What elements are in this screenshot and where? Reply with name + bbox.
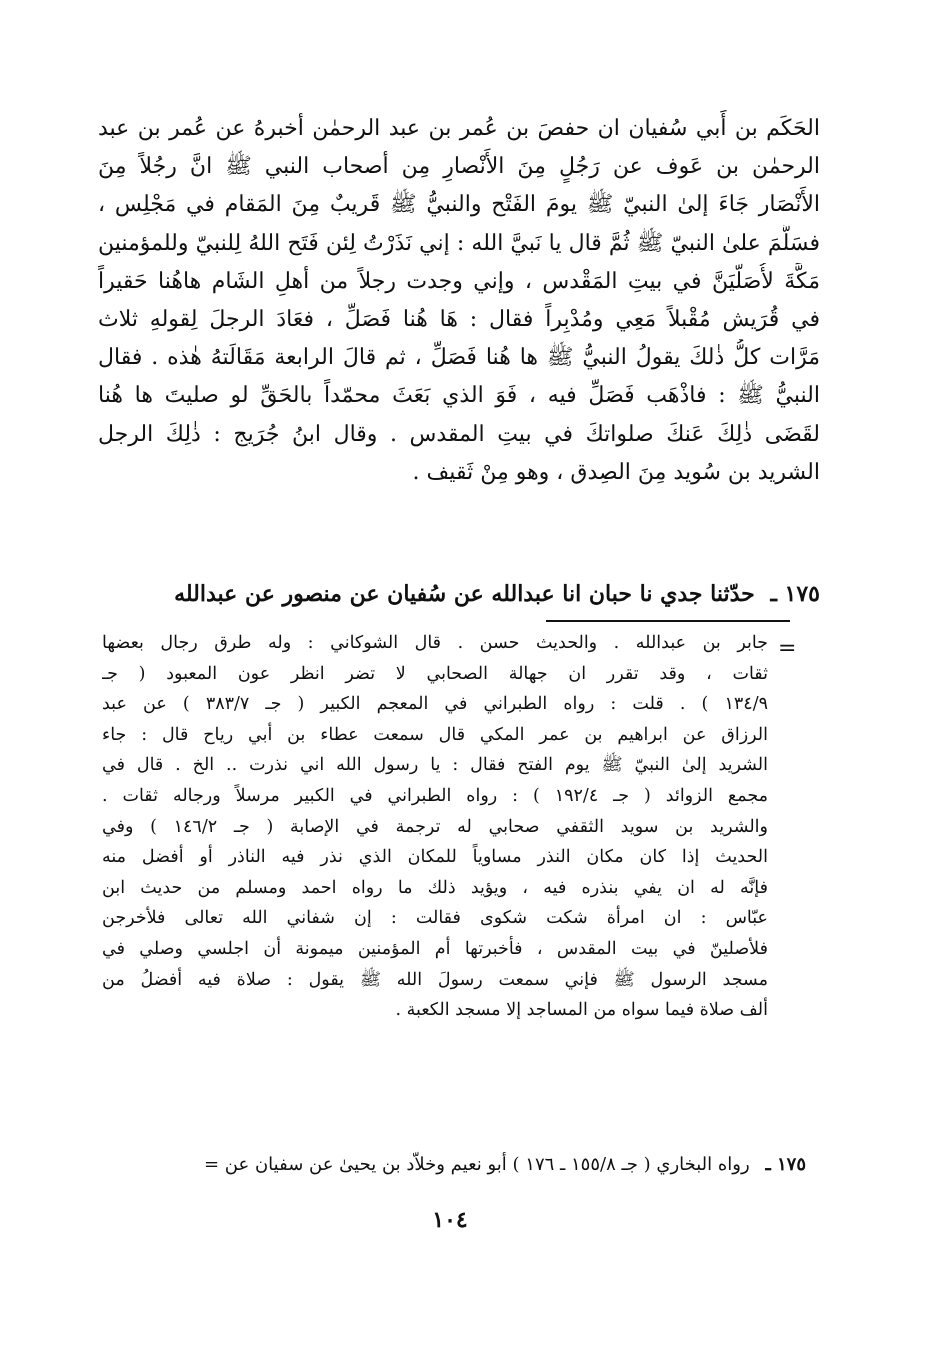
footnote-number: ١٧٥ ـ <box>765 1154 806 1175</box>
main-text-line: مَرَّات كلُّ ذٰلكَ يقولُ النبيُّ ﷺ ها هُنا فَصَلِّ ، ثم قالَ الرابعة مَقَالَتهُ هٰذه . فقال <box>98 345 820 371</box>
main-text-line: الشريد بن سُويد مِنَ الصِدق ، وهو مِنْ ثَقيف . <box>412 459 820 485</box>
footnote-continuation-marker: = <box>778 636 797 661</box>
footnote-line: عبّاس : ان امرأة شكت شكوى فقالت : إن شفاني الله تعالى فلأخرجن <box>102 908 768 929</box>
footnote-line: جابر بن عبدالله . والحديث حسن . قال الشوكاني : وله طرق رجال بعضها <box>102 633 768 653</box>
main-text-line: فسَلَّمَ علىٰ النبيّ ﷺ ثُمَّ قال يا نَبيَّ الله : إني نَذَرْتُ لِئن فَتَح اللهُ لِلنبيّ وللمؤمنين <box>98 230 820 256</box>
page-number: ١٠٤ <box>432 1207 468 1233</box>
footnotes-block <box>102 628 768 1026</box>
footnote-line: فإنَّه له ان يفي بنذره فيه ، ويؤيد ذلك ما رواه احمد ومسلم من حديث ابن <box>102 877 768 898</box>
main-text-line: الرحمٰن بن عَوف عن رَجُلٍ مِنَ الأَنْصارِ مِن أصحاب النبي ﷺ انَّ رجُلاً مِنَ <box>98 154 820 180</box>
main-text-line: مَكَّةَ لأُصَلّيَنَّ في بيتِ المَقْدس ، وإني وجدت رجلاً من أهلِ الشَام هاهُنا حَقيراً <box>98 268 820 294</box>
footnote-line: ألف صلاة فيما سواه من المساجد إلا مسجد الكعبة . <box>395 1000 768 1021</box>
footnote-line: الحديث إذا كان مكان النذر مساوياً للمكان الذي نذر فيه الناذر أو أفضل منه <box>102 847 768 868</box>
footnote-line: مسجد الرسول ﷺ فإني سمعت رسولَ الله ﷺ يقول : صلاة فيه أفضلُ من <box>102 969 768 990</box>
footnote-line: ثقات ، وقد تقرر ان جهالة الصحابي لا تضر انظر عون المعبود ( جـ <box>102 663 768 684</box>
main-text-line: النبيُّ ﷺ : فاذْهَب فَصَلِّ فيه ، فَوَ الذي بَعَثَ محمّداً بالحَقِّ لو صليتَ ها هُنا <box>98 383 820 409</box>
footnote-175-text: رواه البخاري ( جـ ١٥٥/٨ ـ ١٧٦ ) أبو نعيم وخلاّد بن يحيىٰ عن سفيان عن = <box>203 1154 750 1175</box>
main-text-block <box>98 110 820 492</box>
hadith-number: ١٧٥ ـ <box>770 581 820 607</box>
hadith-chain-text: حدّثنا جدي نا حبان انا عبدالله عن سُفيان عن منصور عن عبدالله <box>174 581 755 607</box>
footnote-line: الرزاق عن ابراهيم بن عمر المكي قال سمعت عطاء بن أبي رياح قال : جاء <box>102 724 768 745</box>
main-text-line: الأَنْصَار جَاءَ إلىٰ النبيّ ﷺ يومَ الفَتْح والنبيُّ ﷺ قَريبٌ مِنَ المَقام في مَجْلِس ، <box>98 192 820 218</box>
footnote-line: الشريد إلىٰ النبيّ ﷺ يوم الفتح فقال : يا رسول الله اني نذرت .. الخ . قال في <box>102 755 768 776</box>
main-text-line: في قُرَيش مُقْبلاً مَعِي ومُدْبِراً فقال : هَا هُنا فَصَلِّ ، فعَادَ الرجلَ لِقولهِ ثلاث <box>98 306 820 332</box>
footnote-line: ١٣٤/٩ ) . قلت : رواه الطبراني في المعجم الكبير ( جـ ٣٨٣/٧ ) عن عبد <box>102 694 768 715</box>
main-text-line: لقَضَى ذٰلِكَ عَنكَ صلواتكَ في بيتِ المقدس . وقال ابنُ جُرَيج : ذٰلِكَ الرجل <box>98 421 820 447</box>
main-text-line: الحَكَم بن أَبي سُفيان ان حفصَ بن عُمر بن عبد الرحمٰن أخبرهُ عن عُمر بن عبد <box>98 116 820 141</box>
footnote-line: فلأصلينّ في بيت المقدس ، فأخبرتها أم المؤمنين ميمونة أن اجلسي وصلي في <box>102 938 768 959</box>
hadith-175-heading <box>95 575 820 615</box>
footnote-line: مجمع الزوائد ( جـ ١٩٢/٤ ) : رواه الطبراني في الكبير مرسلاً ورجاله ثقات . <box>102 785 768 806</box>
footnote-line: والشريد بن سويد الثقفي صحابي له ترجمة في الإصابة ( جـ ١٤٦/٢ ) وفي <box>102 816 768 837</box>
footnote-175 <box>106 1148 806 1182</box>
footnote-divider <box>546 620 790 622</box>
